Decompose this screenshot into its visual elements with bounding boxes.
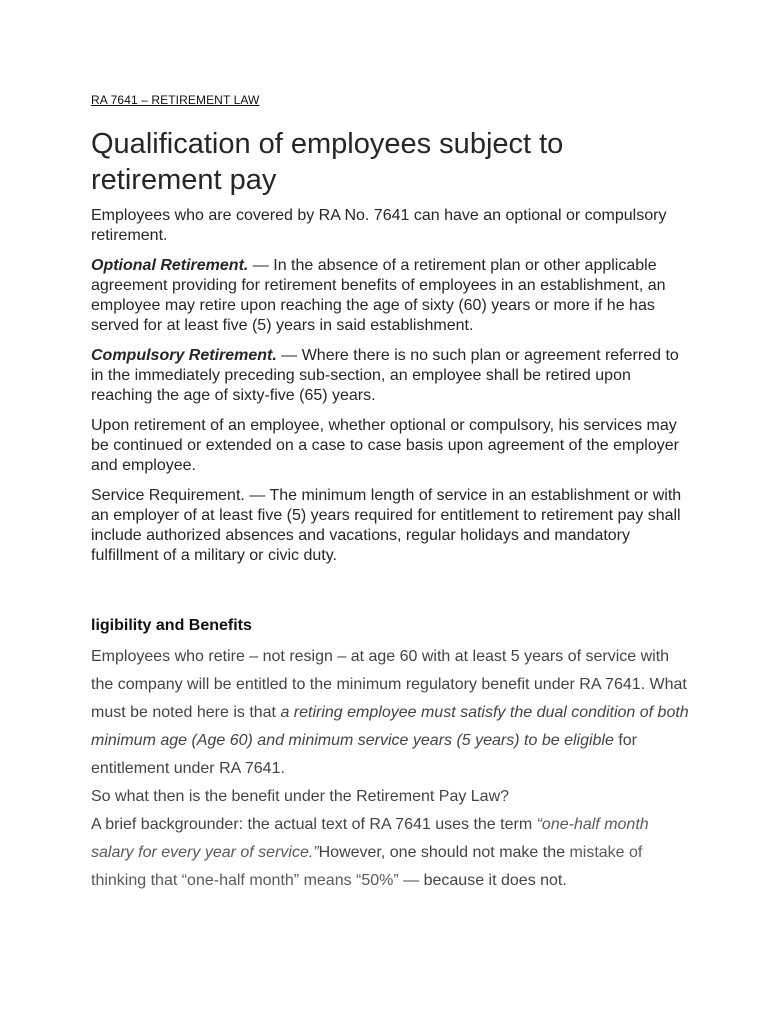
service-requirement-paragraph: Service Requirement. — The minimum length of service in an establishment or with an employer of at least five (5) years required for entitlement to retirement pay shall include authorized absences and vacations, regular holidays and mandatory fulfillment of a military or civic duty.	[91, 487, 682, 564]
benefit-question: So what then is the benefit under the Retirement Pay Law?	[91, 788, 510, 805]
backgrounder-paragraph	[91, 811, 691, 895]
backgrounder-text: A brief backgrounder: the actual text of RA 7641 uses the term	[91, 816, 537, 833]
optional-retirement-lead: Optional Retirement.	[91, 257, 249, 274]
document-header: RA 7641 – RETIREMENT LAW	[91, 93, 260, 107]
page-title: Qualification of employees subject to retirement pay	[91, 128, 564, 196]
eligibility-tail: for entitlement under RA 7641.	[91, 732, 637, 777]
eligibility-italic: a retiring employee must satisfy the dual condition of both minimum age (Age 60) and minimum service years (5 years) to be eligible	[91, 704, 689, 749]
continuation-paragraph: Upon retirement of an employee, whether optional or compulsory, his services may be continued or extended on a case to case basis upon agreement of the employer and employee.	[91, 417, 679, 474]
backgrounder-tail: — because it does not.	[398, 872, 567, 889]
qualification-section	[91, 206, 691, 576]
backgrounder-quote: “one-half month salary for every year of service.”	[91, 816, 649, 861]
optional-retirement-text: — In the absence of a retirement plan or other applicable agreement providing for retirement benefits of employees in an establishment, an employee may retire upon reaching the age of sixty (60) years or more if he has served for at least five (5) years in said establishment.	[91, 257, 666, 334]
intro-paragraph: Employees who are covered by RA No. 7641 can have an optional or compulsory retirement.	[91, 207, 667, 244]
compulsory-retirement-text: — Where there is no such plan or agreement referred to in the immediately preceding sub-section, an employee shall be retired upon reaching the age of sixty-five (65) years.	[91, 347, 679, 404]
eligibility-section	[91, 643, 691, 895]
optional-retirement-paragraph	[91, 256, 691, 336]
eligibility-heading: ligibility and Benefits	[91, 617, 252, 634]
eligibility-paragraph	[91, 643, 691, 783]
backgrounder-soft: mistake of thinking that “one-half month” means “50%”	[91, 844, 643, 889]
compulsory-retirement-paragraph	[91, 346, 691, 406]
compulsory-retirement-lead: Compulsory Retirement.	[91, 347, 277, 364]
backgrounder-mid: However, one should not make the	[318, 844, 570, 861]
eligibility-text: Employees who retire – not resign – at age 60 with at least 5 years of service with the company will be entitled to the minimum regulatory benefit under RA 7641. What must be noted here is that	[91, 648, 687, 721]
